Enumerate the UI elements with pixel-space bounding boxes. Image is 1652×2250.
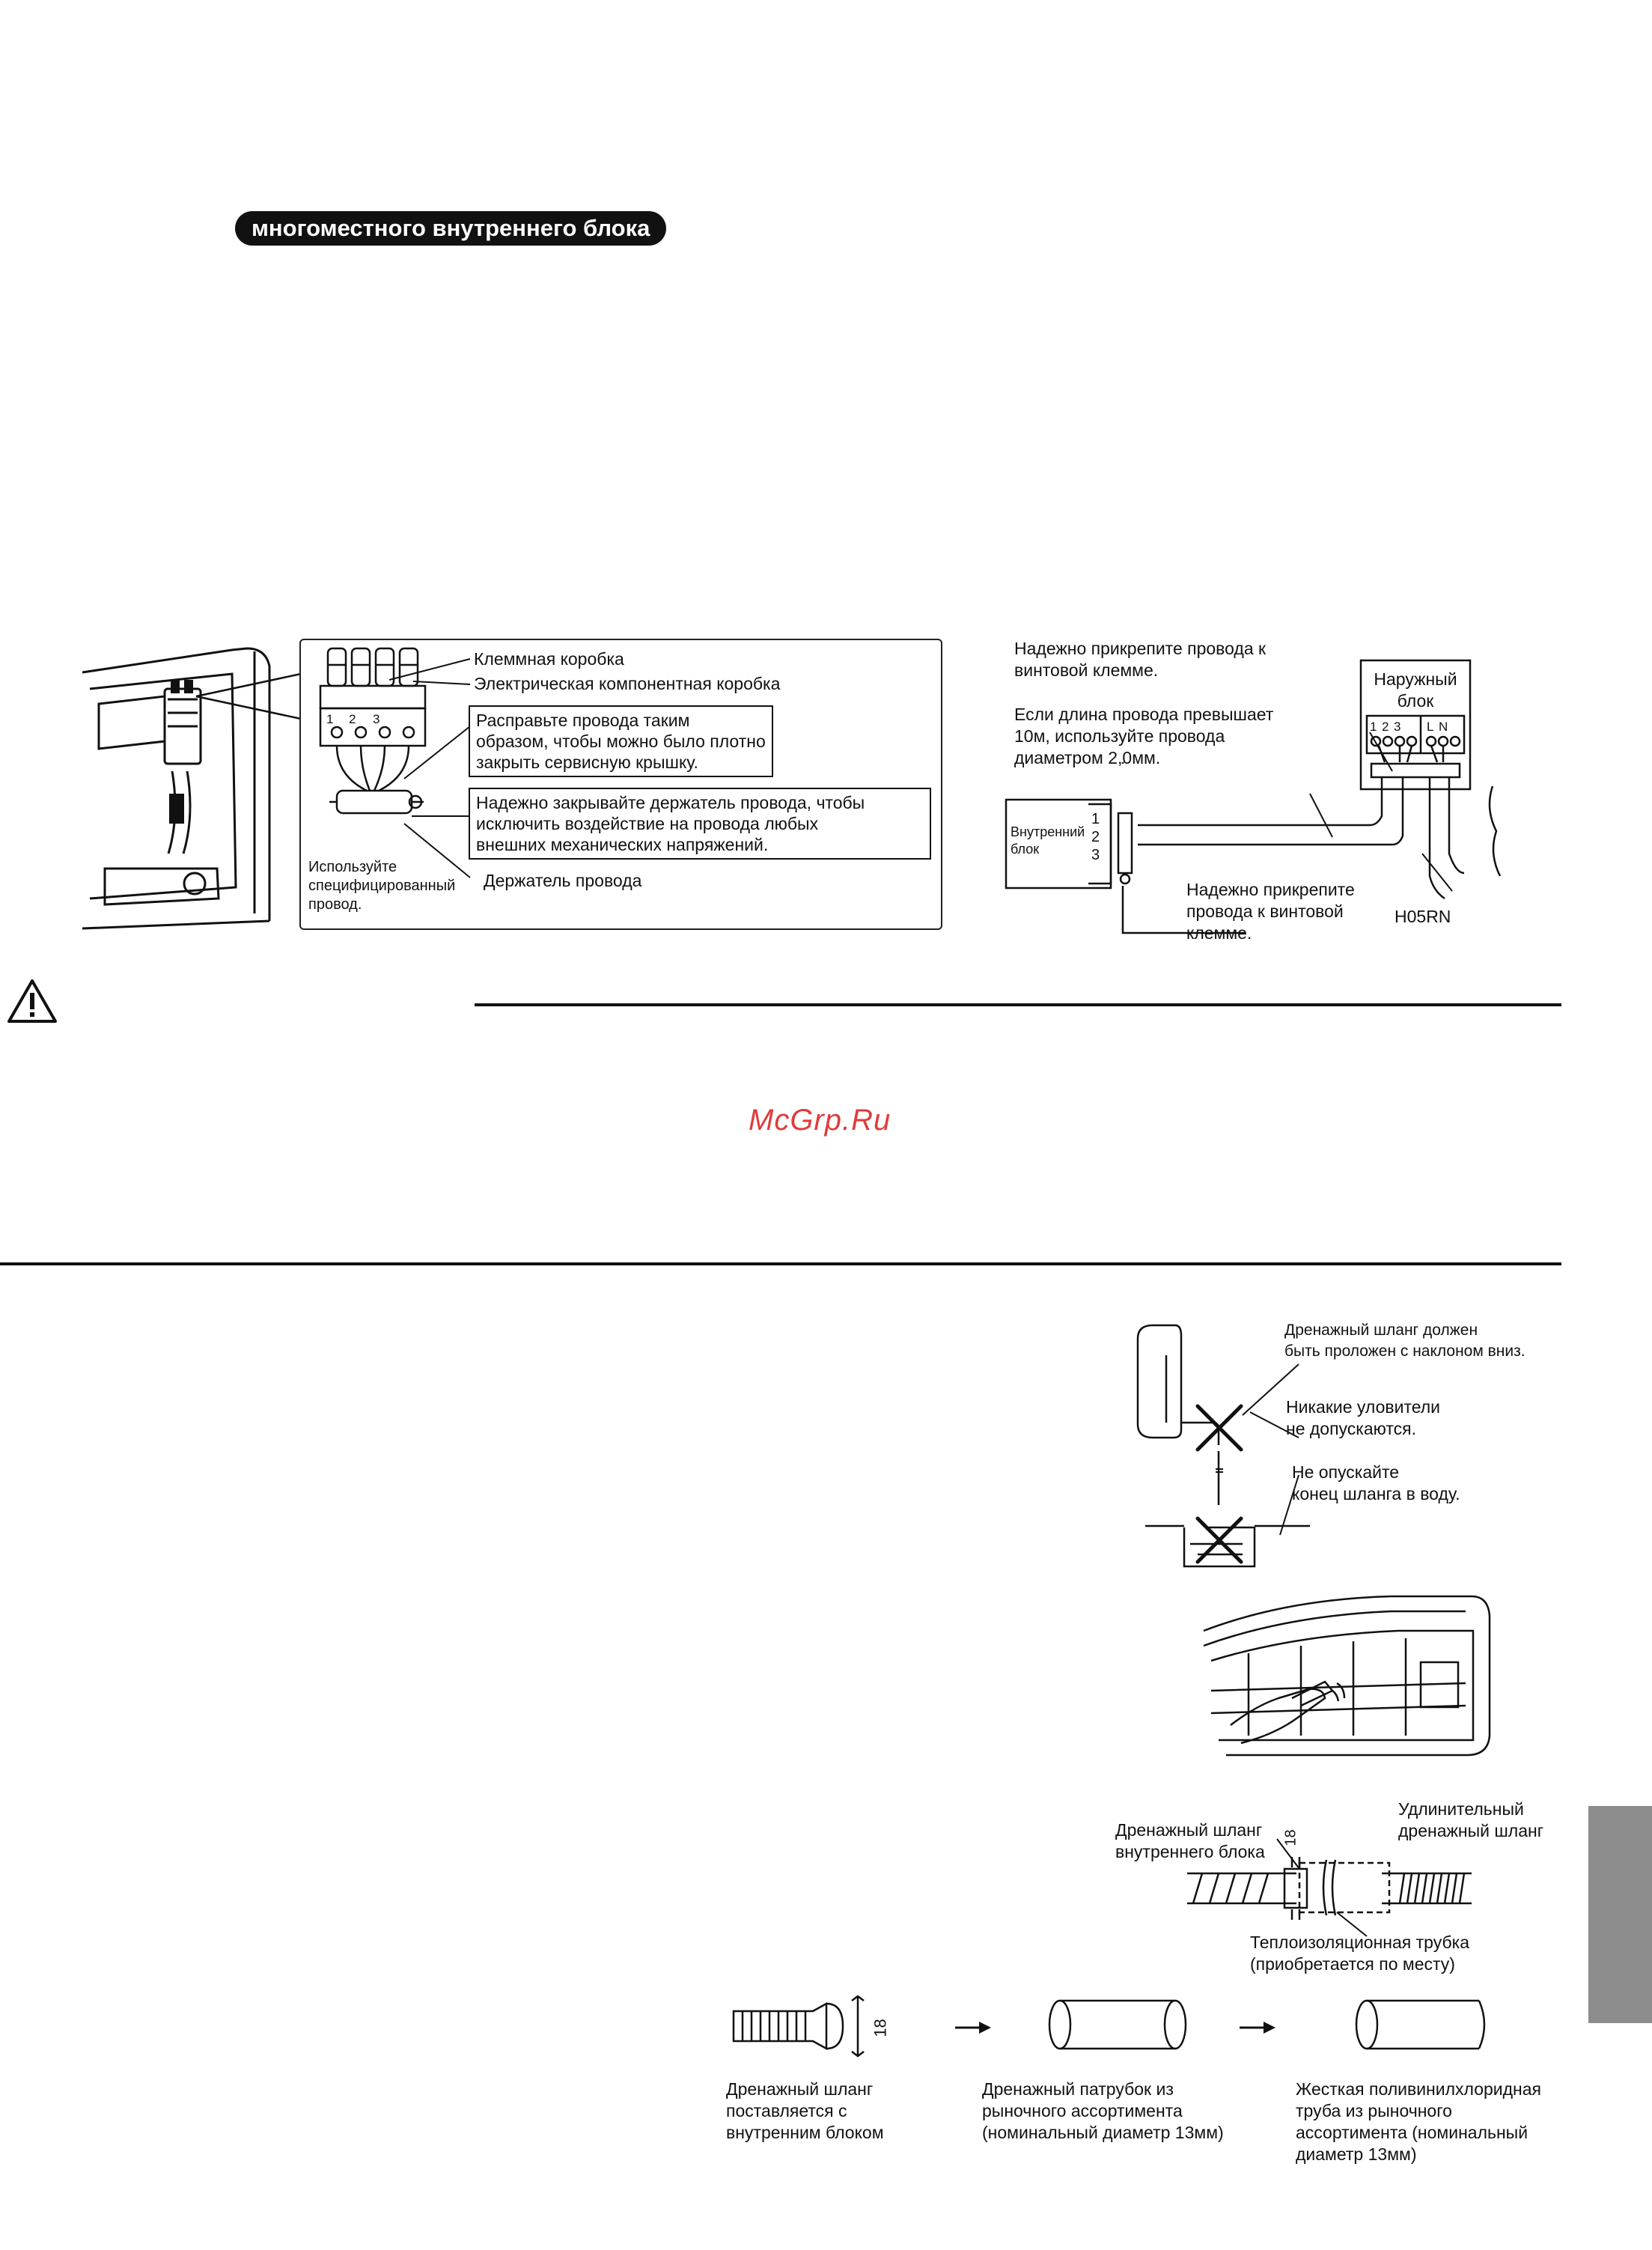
use-specified-wire-label	[308, 858, 455, 914]
supplied-hose-drawing	[731, 1996, 880, 2064]
note-line: Надежно прикрепите	[1186, 880, 1355, 899]
pvc-pipe-caption	[1296, 2079, 1541, 2165]
note-line: Наружный	[1374, 669, 1457, 689]
note-line: внутреннего блока	[1115, 1842, 1265, 1861]
note-line: внешних механических напряжений.	[476, 835, 769, 854]
note-line: винтовой клемме.	[1014, 660, 1159, 680]
no-traps-note	[1286, 1396, 1440, 1440]
indoor-terminal-3: 3	[1091, 847, 1100, 863]
drain-test-illustration	[1196, 1593, 1496, 1762]
note-line: Удлинительный	[1398, 1799, 1524, 1819]
outdoor-terminal-L: L	[1427, 720, 1434, 734]
note-line: внутренним блоком	[726, 2123, 884, 2142]
note-line: Не опускайте	[1292, 1462, 1400, 1482]
outdoor-terminal-3: 3	[1394, 720, 1401, 734]
dim-18-top: 18	[1282, 1829, 1299, 1846]
note-line: провода к винтовой	[1186, 901, 1344, 921]
note-line: рыночного ассортимента	[982, 2101, 1183, 2120]
drain-socket-drawing	[1048, 1998, 1190, 2058]
note-line: конец шланга в воду.	[1292, 1484, 1460, 1503]
note-line: поставляется с	[726, 2101, 847, 2120]
outdoor-terminal-1: 1	[1370, 720, 1377, 734]
note-line: диаметр 13мм)	[1296, 2144, 1417, 2164]
note-line: дренажный шланг	[1398, 1821, 1544, 1840]
slope-down-note	[1284, 1320, 1525, 1362]
note-line: Дренажный шланг должен	[1284, 1322, 1478, 1339]
warning-triangle-icon	[6, 978, 58, 1024]
note-line: образом, чтобы можно было плотно	[476, 732, 766, 751]
warning-rule	[475, 1003, 1561, 1006]
outdoor-terminal-2: 2	[1382, 720, 1389, 734]
note-line: труба из рыночного	[1296, 2101, 1452, 2120]
note-line: 10м, используйте провода	[1014, 726, 1225, 746]
indoor-terminal-2: 2	[1091, 829, 1100, 845]
note-line: диаметром 2,0мм.	[1014, 748, 1161, 767]
extension-hose-label	[1398, 1799, 1543, 1842]
drain-socket-caption	[982, 2079, 1224, 2144]
note-line: Дренажный патрубок из	[982, 2079, 1174, 2099]
indoor-unit-label	[1011, 824, 1085, 858]
note-line: исключить воздействие на провода любых	[476, 814, 819, 833]
note-line: Дренажный шланг	[1115, 1820, 1263, 1840]
note-line: не допускаются.	[1286, 1419, 1417, 1438]
note-line: блок	[1011, 842, 1040, 857]
pvc-pipe-drawing	[1355, 1998, 1505, 2058]
electrical-box-label: Электрическая компонентная коробка	[474, 674, 781, 693]
note-line: Если длина провода превышает	[1014, 705, 1274, 724]
note-line: Жесткая поливинилхлоридная	[1296, 2079, 1542, 2099]
terminal-number-3: 3	[373, 712, 380, 726]
straighten-wires-note	[469, 705, 773, 777]
section-title: многоместного внутреннего блока	[235, 211, 666, 246]
note-line: быть проложен с наклоном вниз.	[1284, 1343, 1525, 1360]
note-line: ассортимента (номинальный	[1296, 2123, 1528, 2142]
note-line: Внутренний	[1011, 824, 1085, 839]
wire-holder-label: Держатель провода	[484, 871, 642, 890]
insulation-tube-label	[1250, 1932, 1469, 1975]
arrow-right-icon	[955, 2020, 993, 2035]
note-line: провод.	[308, 896, 362, 913]
note-line: Никакие уловители	[1286, 1397, 1441, 1417]
watermark: McGrp.Ru	[749, 1104, 891, 1137]
fix-wires-bottom-note	[1186, 879, 1355, 944]
note-line: (приобретается по месту)	[1250, 1954, 1455, 1974]
callout-leader-lines	[374, 651, 479, 891]
note-line: Используйте	[308, 859, 397, 875]
note-line: клемме.	[1186, 923, 1252, 943]
outdoor-unit-label	[1370, 669, 1461, 712]
note-line: Теплоизоляционная трубка	[1250, 1933, 1469, 1952]
side-tab	[1588, 1806, 1652, 2023]
indoor-terminal-1: 1	[1091, 811, 1100, 827]
no-water-note	[1292, 1462, 1460, 1505]
note-line: закрыть сервисную крышку.	[476, 752, 698, 772]
note-line: (номинальный диаметр 13мм)	[982, 2123, 1224, 2142]
note-line: Надежно прикрепите провода к	[1014, 639, 1267, 658]
terminal-number-1: 1	[326, 712, 334, 726]
note-line: специфицированный	[308, 878, 456, 894]
terminal-box-label: Клеммная коробка	[474, 649, 624, 669]
outdoor-terminal-N: N	[1439, 720, 1448, 734]
cable-type-label: H05RN	[1395, 907, 1451, 926]
fix-wires-top-note	[1014, 638, 1266, 681]
section-divider	[0, 1262, 1561, 1265]
note-line: Расправьте провода таким	[476, 711, 690, 730]
hose-connection-diagram	[1187, 1846, 1472, 1929]
arrow-right-icon	[1240, 2020, 1277, 2035]
close-holder-note	[469, 788, 931, 860]
note-line: Дренажный шланг	[726, 2079, 874, 2099]
indoor-unit-box	[1006, 800, 1163, 934]
note-line: блок	[1397, 691, 1434, 711]
note-line: Надежно закрывайте держатель провода, чтобы	[476, 793, 865, 812]
dim-18-bottom: 18	[871, 2019, 890, 2037]
terminal-number-2: 2	[349, 712, 356, 726]
supplied-hose-caption	[726, 2079, 884, 2144]
